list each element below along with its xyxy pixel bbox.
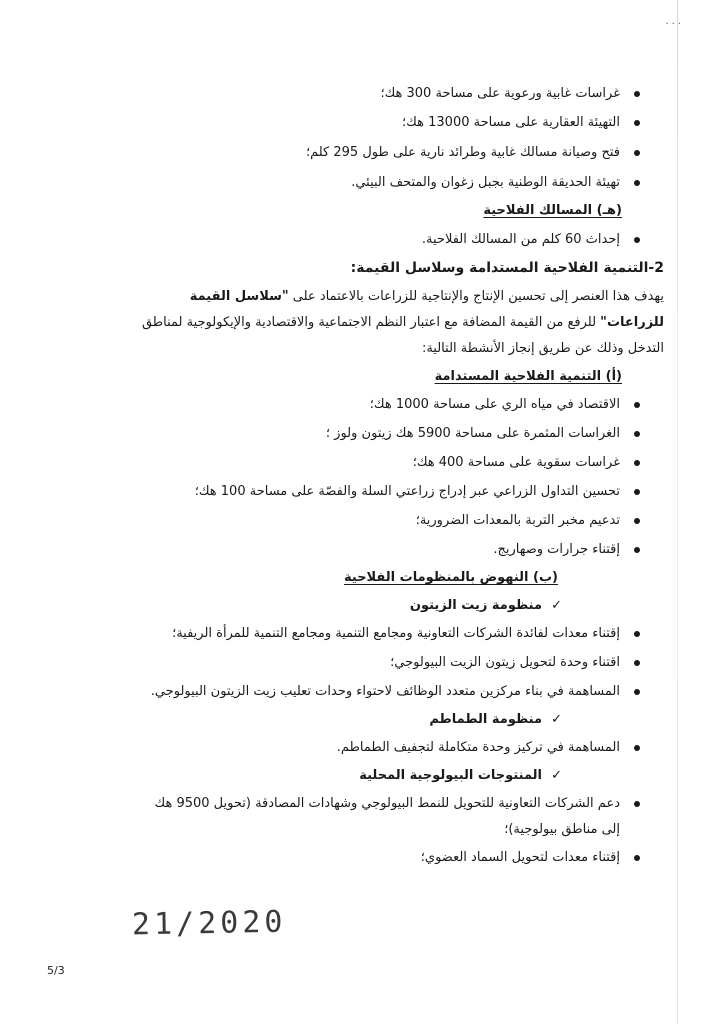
list-item-continuation: إلى مناطق بيولوجية)؛ <box>504 822 620 837</box>
paragraph-emphasis: للزراعات" <box>600 315 664 330</box>
page-number: 5/3 <box>47 964 65 977</box>
list-item: اقتناء وحدة لتحويل زيتون الزيت البيولوجي؛ <box>62 655 642 671</box>
check-mark-icon: ✓ <box>551 712 562 727</box>
subheading-sustainable-development: (أ) التنمية الفلاحية المستدامة <box>434 369 622 384</box>
list-item: إقتناء معدات لفائدة الشركات التعاونية ومجامع التنمية ومجامع التنمية للمرأة الريفية؛ <box>62 626 642 642</box>
list-item: التهيئة العقارية على مساحة 13000 هك؛ <box>62 115 642 131</box>
checklist-item <box>62 712 562 728</box>
paragraph-text: للرفع من القيمة المضافة مع اعتبار النظم الاجتماعية والاقتصادية والإيكولوجية لمناطق <box>141 315 601 330</box>
list-item: غراسات غابية ورعوية على مساحة 300 هك؛ <box>62 86 642 102</box>
checklist-item <box>62 598 562 614</box>
list-item: تهيئة الحديقة الوطنية بجبل زغوان والمتحف البيئي. <box>62 175 642 191</box>
paragraph-emphasis: "سلاسل القيمة <box>189 289 289 304</box>
subheading-agricultural-tracks: (هـ) المسالك الفلاحية <box>483 203 622 218</box>
paragraph-line-2 <box>66 315 664 331</box>
scan-edge-line <box>677 0 678 1024</box>
subheading-agricultural-systems: (ب) النهوض بالمنظومات الفلاحية <box>344 570 558 585</box>
paragraph-text: يهدف هذا العنصر إلى تحسين الإنتاج والإنتاجية للزراعات بالاعتماد على <box>288 289 664 304</box>
stamp-number: 21/2020 <box>131 904 287 943</box>
checklist-label: منظومة الطماطم <box>429 712 542 727</box>
list-item: دعم الشركات التعاونية للتحويل للنمط البيولوجي وشهادات المصادقة (تحويل 9500 هك <box>62 796 642 812</box>
corner-mark: ... <box>665 16 684 27</box>
paragraph-line-3: التدخل وذلك عن طريق إنجاز الأنشطة التالية: <box>421 341 664 356</box>
list-item: الاقتصاد في مياه الري على مساحة 1000 هك؛ <box>62 397 642 413</box>
list-item: الغراسات المثمرة على مساحة 5900 هك زيتون ولوز ؛ <box>62 426 642 442</box>
checklist-label: المنتوجات البيولوجية المحلية <box>359 768 542 783</box>
list-item: تدعيم مخبر التربة بالمعدات الضرورية؛ <box>62 513 642 529</box>
list-item: تحسين التداول الزراعي عبر إدراج زراعتي السلة والفصّة على مساحة 100 هك؛ <box>62 484 642 500</box>
paragraph <box>66 289 664 357</box>
list-item: المساهمة في تركيز وحدة متكاملة لتجفيف الطماطم. <box>62 740 642 756</box>
list-item: المساهمة في بناء مركزين متعدد الوظائف لاحتواء وحدات تعليب زيت الزيتون البيولوجي. <box>62 684 642 700</box>
list-item: إحداث 60 كلم من المسالك الفلاحية. <box>62 232 642 248</box>
checklist-item <box>62 768 562 784</box>
list-item: إقتناء معدات لتحويل السماد العضوي؛ <box>62 850 642 866</box>
list-item: إقتناء جرارات وصهاريج. <box>62 542 642 558</box>
checklist-label: منظومة زيت الزيتون <box>409 598 542 613</box>
check-mark-icon: ✓ <box>551 598 562 613</box>
document-body <box>62 86 664 866</box>
list-item: فتح وصيانة مسالك غابية وطرائد نارية على طول 295 كلم؛ <box>62 145 642 161</box>
list-item: غراسات سقوية على مساحة 400 هك؛ <box>62 455 642 471</box>
section-heading-2: 2-التنمية الفلاحية المستدامة وسلاسل القيمة: <box>350 260 664 276</box>
paragraph-line-1 <box>66 289 664 305</box>
check-mark-icon: ✓ <box>551 768 562 783</box>
